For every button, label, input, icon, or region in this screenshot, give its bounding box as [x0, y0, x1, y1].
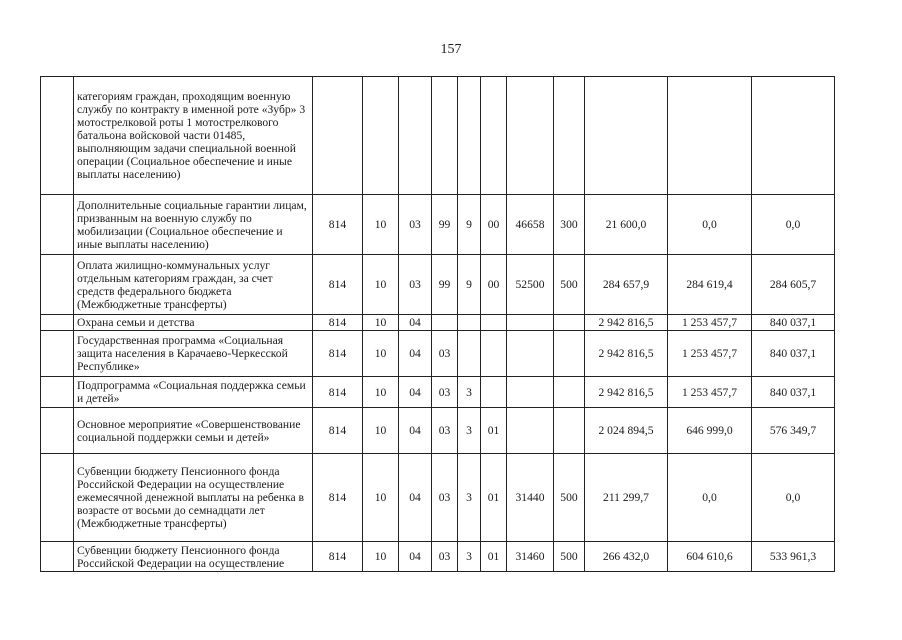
row-name: Основное мероприятие «Совершенствование социальной поддержки семьи и детей»	[74, 408, 313, 454]
amount-year-2: 604 610,6	[668, 542, 752, 572]
table-row	[41, 454, 835, 542]
section-code	[363, 77, 399, 195]
amount-year-1: 2 942 816,5	[585, 331, 668, 377]
amount-year-3: 840 037,1	[752, 331, 835, 377]
amount-year-2: 284 619,4	[668, 255, 752, 315]
table-row	[41, 255, 835, 315]
subsection-code: 04	[399, 454, 432, 542]
program-code: 03	[432, 331, 458, 377]
expense-type-code	[554, 377, 585, 408]
program-code	[432, 77, 458, 195]
ministry-code: 814	[313, 377, 363, 408]
table-row	[41, 542, 835, 572]
section-code: 10	[363, 542, 399, 572]
row-marker-cell	[41, 542, 74, 572]
direction-code	[507, 408, 554, 454]
amount-year-2: 1 253 457,7	[668, 331, 752, 377]
subprogram-code	[458, 77, 481, 195]
expense-type-code: 500	[554, 454, 585, 542]
event-code: 01	[481, 408, 507, 454]
subsection-code: 04	[399, 331, 432, 377]
amount-year-1: 2 942 816,5	[585, 315, 668, 331]
subsection-code: 03	[399, 255, 432, 315]
expense-type-code: 300	[554, 195, 585, 255]
row-marker-cell	[41, 331, 74, 377]
subprogram-code: 3	[458, 377, 481, 408]
subsection-code: 04	[399, 408, 432, 454]
subprogram-code: 3	[458, 408, 481, 454]
ministry-code	[313, 77, 363, 195]
event-code: 01	[481, 542, 507, 572]
row-marker-cell	[41, 408, 74, 454]
subsection-code: 03	[399, 195, 432, 255]
amount-year-3: 0,0	[752, 195, 835, 255]
row-name: Субвенции бюджету Пенсионного фонда Российской Федерации на осуществление ежемесячной денежной выплаты на ребенка в возрасте от восьми до семнадцати лет (Межбюджетные трансферты)	[74, 454, 313, 542]
amount-year-1: 2 942 816,5	[585, 377, 668, 408]
ministry-code: 814	[313, 542, 363, 572]
expense-type-code	[554, 77, 585, 195]
row-name: Оплата жилищно-коммунальных услуг отдельным категориям граждан, за счет средств федерального бюджета (Межбюджетные трансферты)	[74, 255, 313, 315]
event-code: 00	[481, 195, 507, 255]
section-code: 10	[363, 408, 399, 454]
direction-code: 31440	[507, 454, 554, 542]
direction-code: 31460	[507, 542, 554, 572]
subprogram-code	[458, 315, 481, 331]
program-code: 99	[432, 255, 458, 315]
row-marker-cell	[41, 255, 74, 315]
row-marker-cell	[41, 377, 74, 408]
program-code: 99	[432, 195, 458, 255]
event-code	[481, 77, 507, 195]
amount-year-3: 284 605,7	[752, 255, 835, 315]
row-marker-cell	[41, 315, 74, 331]
direction-code	[507, 77, 554, 195]
section-code: 10	[363, 454, 399, 542]
amount-year-1	[585, 77, 668, 195]
subprogram-code: 3	[458, 542, 481, 572]
amount-year-1: 266 432,0	[585, 542, 668, 572]
section-code: 10	[363, 195, 399, 255]
amount-year-1: 211 299,7	[585, 454, 668, 542]
subprogram-code: 9	[458, 195, 481, 255]
section-code: 10	[363, 315, 399, 331]
ministry-code: 814	[313, 408, 363, 454]
program-code: 03	[432, 377, 458, 408]
direction-code	[507, 315, 554, 331]
row-marker-cell	[41, 77, 74, 195]
amount-year-2: 646 999,0	[668, 408, 752, 454]
row-name: категориям граждан, проходящим военную службу по контракту в именной роте «Зубр» 3 мотострелковой роты 1 мотострелкового батальона войсковой части 01485, выполняющим задачи специальной военной операции (Социальное обеспечение и иные выплаты населению)	[74, 77, 313, 195]
event-code	[481, 315, 507, 331]
amount-year-1: 284 657,9	[585, 255, 668, 315]
amount-year-1: 2 024 894,5	[585, 408, 668, 454]
amount-year-3: 840 037,1	[752, 377, 835, 408]
amount-year-2: 0,0	[668, 454, 752, 542]
event-code	[481, 377, 507, 408]
table-row	[41, 408, 835, 454]
row-name: Дополнительные социальные гарантии лицам, призванным на военную службу по мобилизации (Социальное обеспечение и иные выплаты населению)	[74, 195, 313, 255]
subsection-code: 04	[399, 377, 432, 408]
amount-year-3	[752, 77, 835, 195]
table-row	[41, 315, 835, 331]
direction-code: 52500	[507, 255, 554, 315]
row-name: Охрана семьи и детства	[74, 315, 313, 331]
amount-year-2: 1 253 457,7	[668, 377, 752, 408]
subsection-code: 04	[399, 542, 432, 572]
ministry-code: 814	[313, 255, 363, 315]
subprogram-code: 9	[458, 255, 481, 315]
table-row	[41, 331, 835, 377]
amount-year-1: 21 600,0	[585, 195, 668, 255]
subprogram-code	[458, 331, 481, 377]
budget-table	[40, 76, 835, 572]
row-name: Субвенции бюджету Пенсионного фонда Российской Федерации на осуществление	[74, 542, 313, 572]
direction-code	[507, 377, 554, 408]
section-code: 10	[363, 255, 399, 315]
program-code: 03	[432, 542, 458, 572]
amount-year-3: 576 349,7	[752, 408, 835, 454]
amount-year-3: 0,0	[752, 454, 835, 542]
expense-type-code	[554, 331, 585, 377]
event-code	[481, 331, 507, 377]
subsection-code: 04	[399, 315, 432, 331]
section-code: 10	[363, 377, 399, 408]
subprogram-code: 3	[458, 454, 481, 542]
row-name: Государственная программа «Социальная защита населения в Карачаево-Черкесской Республике»	[74, 331, 313, 377]
direction-code: 46658	[507, 195, 554, 255]
program-code	[432, 315, 458, 331]
amount-year-2: 0,0	[668, 195, 752, 255]
expense-type-code: 500	[554, 542, 585, 572]
direction-code	[507, 331, 554, 377]
table-row	[41, 377, 835, 408]
expense-type-code: 500	[554, 255, 585, 315]
amount-year-2	[668, 77, 752, 195]
section-code: 10	[363, 331, 399, 377]
subsection-code	[399, 77, 432, 195]
ministry-code: 814	[313, 331, 363, 377]
ministry-code: 814	[313, 195, 363, 255]
page-number: 157	[440, 42, 462, 57]
event-code: 01	[481, 454, 507, 542]
amount-year-2: 1 253 457,7	[668, 315, 752, 331]
row-marker-cell	[41, 195, 74, 255]
ministry-code: 814	[313, 315, 363, 331]
ministry-code: 814	[313, 454, 363, 542]
amount-year-3: 533 961,3	[752, 542, 835, 572]
row-name: Подпрограмма «Социальная поддержка семьи и детей»	[74, 377, 313, 408]
program-code: 03	[432, 454, 458, 542]
row-marker-cell	[41, 454, 74, 542]
program-code: 03	[432, 408, 458, 454]
event-code: 00	[481, 255, 507, 315]
table-row	[41, 195, 835, 255]
amount-year-3: 840 037,1	[752, 315, 835, 331]
expense-type-code	[554, 315, 585, 331]
table-row	[41, 77, 835, 195]
expense-type-code	[554, 408, 585, 454]
